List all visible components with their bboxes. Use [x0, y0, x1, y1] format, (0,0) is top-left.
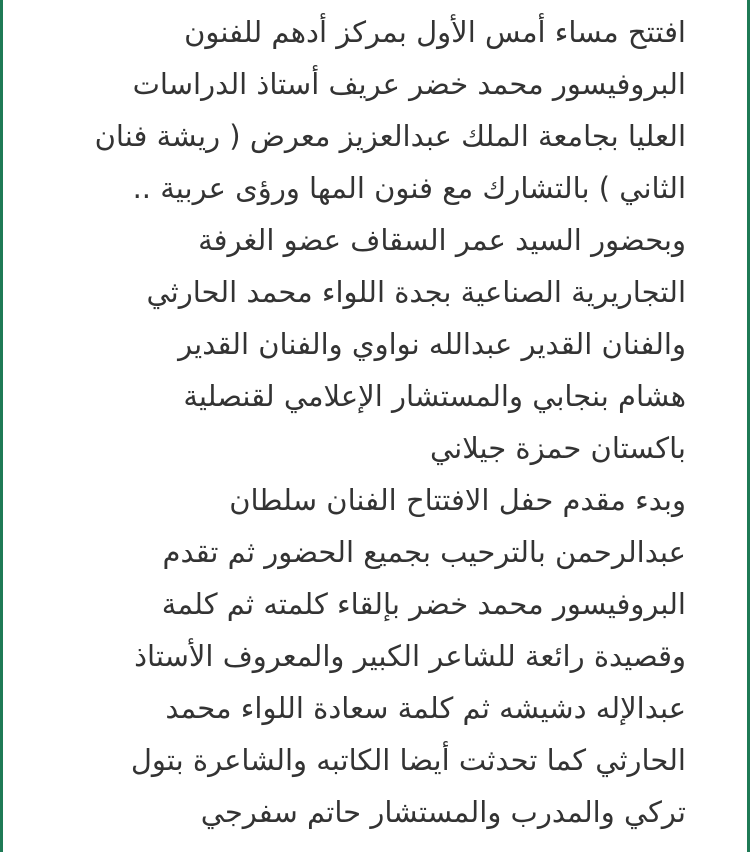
article-line: افتتح مساء أمس الأول بمركز أدهم للفنون [184, 15, 686, 49]
article-line: الحارثي كما تحدثت أيضا الكاتبه والشاعرة بتول [130, 743, 686, 777]
article-line: عبدالرحمن بالترحيب بجميع الحضور ثم تقدم [162, 535, 686, 569]
article-line: وبحضور السيد عمر السقاف عضو الغرفة [198, 223, 686, 257]
article-line: هشام بنجابي والمستشار الإعلامي لقنصلية [183, 379, 686, 413]
article-line: عبدالإله دشيشه ثم كلمة سعادة اللواء محمد [165, 691, 686, 725]
article-body [46, 0, 686, 838]
article-line: البروفيسور محمد خضر بإلقاء كلمته ثم كلمة [161, 587, 686, 621]
article-line: التجاريرية الصناعية بجدة اللواء محمد الحارثي [146, 275, 686, 309]
article-line: وقصيدة رائعة للشاعر الكبير والمعروف الأستاذ [134, 639, 686, 673]
article-line: والفنان القدير عبدالله نواوي والفنان القدير [178, 327, 686, 361]
article-line: باكستان حمزة جيلاني [429, 431, 686, 465]
article-line: البروفيسور محمد خضر عريف أستاذ الدراسات [132, 67, 686, 101]
article-line: وبدء مقدم حفل الافتتاح الفنان سلطان [229, 483, 686, 517]
article-line: الثاني ) بالتشارك مع فنون المها ورؤى عربية .. [132, 171, 686, 205]
article-line: تركي والمدرب والمستشار حاتم سفرجي [200, 795, 686, 829]
article-line: العليا بجامعة الملك عبدالعزيز معرض ( ريشة فنان [94, 119, 686, 153]
